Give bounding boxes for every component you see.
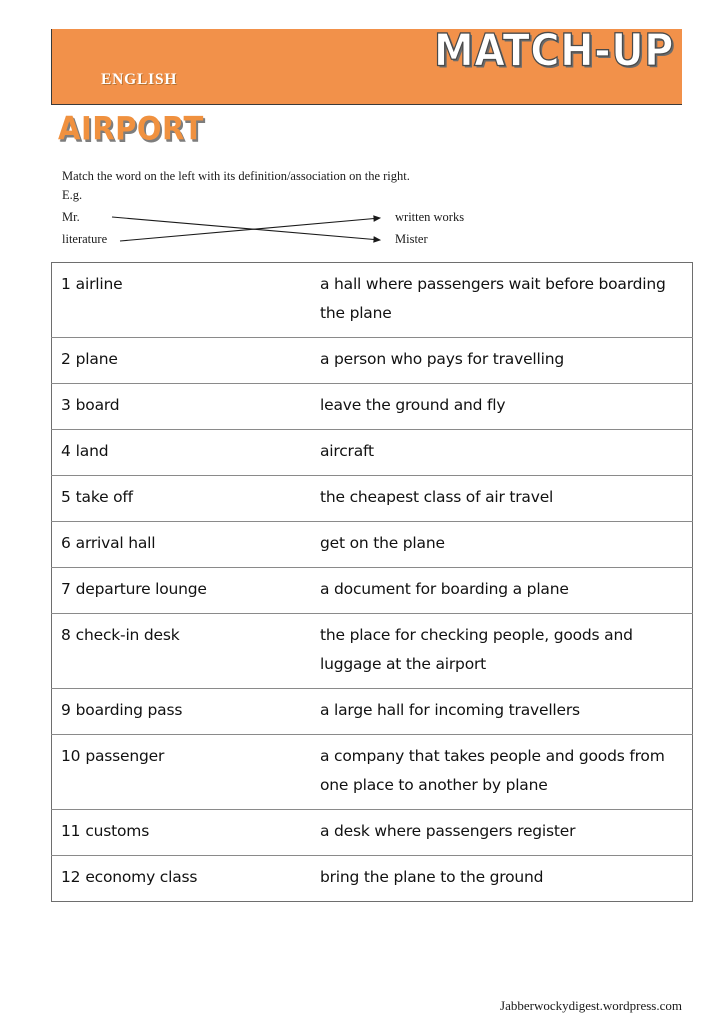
term-number: 2 [61,350,71,368]
term-text: airline [75,275,123,293]
example-match-block [62,210,482,254]
table-row [52,735,693,810]
table-cell-term [52,522,321,568]
term-text: economy class [85,868,198,886]
example-right-term-1: written works [395,210,465,224]
match-up-table [51,262,693,902]
table-row [52,476,693,522]
term-text: take off [75,488,133,506]
subject-label: ENGLISH [101,71,178,88]
term-number: 7 [61,580,71,598]
table-cell-term [52,568,321,614]
table-cell-term [52,384,321,430]
table-cell-definition: aircraft [320,430,693,476]
example-right-term-2: Mister [395,232,428,246]
table-cell-definition: the cheapest class of air travel [320,476,693,522]
example-label: E.g. [62,188,83,202]
table-row [52,263,693,338]
example-left-term-2: literature [62,232,108,246]
table-cell-term [52,430,321,476]
term-number: 11 [61,822,81,840]
footer-credit: Jabberwockydigest.wordpress.com [500,998,682,1013]
term-text: passenger [85,747,165,765]
table-cell-definition: a desk where passengers register [320,810,693,856]
term-text: land [75,442,109,460]
term-number: 8 [61,626,71,644]
table-cell-definition: a hall where passengers wait before boarding the plane [320,263,693,338]
table-row [52,568,693,614]
term-number: 4 [61,442,71,460]
worksheet-type-title: MATCH-UP [433,25,674,77]
topic-title: AIRPORT [58,110,204,148]
table-cell-term [52,810,321,856]
table-cell-definition: a person who pays for travelling [320,338,693,384]
term-text: boarding pass [75,701,183,719]
table-cell-term [52,263,321,338]
table-cell-term [52,338,321,384]
term-text: customs [85,822,150,840]
table-cell-definition: bring the plane to the ground [320,856,693,902]
term-text: departure lounge [75,580,207,598]
instructions-text: Match the word on the left with its definition/association on the right. [62,169,410,183]
term-number: 1 [61,275,71,293]
table-cell-term [52,856,321,902]
example-left-term-1: Mr. [62,210,80,224]
table-row [52,689,693,735]
table-cell-term [52,476,321,522]
term-number: 5 [61,488,71,506]
header-band [51,25,682,105]
table-cell-definition: leave the ground and fly [320,384,693,430]
table-row [52,384,693,430]
table-row [52,522,693,568]
table-cell-definition: the place for checking people, goods and luggage at the airport [320,614,693,689]
term-text: arrival hall [75,534,156,552]
table-row [52,430,693,476]
term-number: 12 [61,868,81,886]
term-number: 9 [61,701,71,719]
term-number: 6 [61,534,71,552]
term-text: plane [75,350,118,368]
term-number: 10 [61,747,81,765]
table-cell-definition: a document for boarding a plane [320,568,693,614]
table-cell-term [52,689,321,735]
table-cell-term [52,735,321,810]
term-text: board [75,396,120,414]
table-cell-definition: a company that takes people and goods from one place to another by plane [320,735,693,810]
table-row [52,338,693,384]
table-row [52,810,693,856]
term-text: check-in desk [75,626,180,644]
table-cell-definition: a large hall for incoming travellers [320,689,693,735]
table-cell-term [52,614,321,689]
match-up-table-body [52,263,693,902]
table-row [52,614,693,689]
term-number: 3 [61,396,71,414]
table-row [52,856,693,902]
table-cell-definition: get on the plane [320,522,693,568]
